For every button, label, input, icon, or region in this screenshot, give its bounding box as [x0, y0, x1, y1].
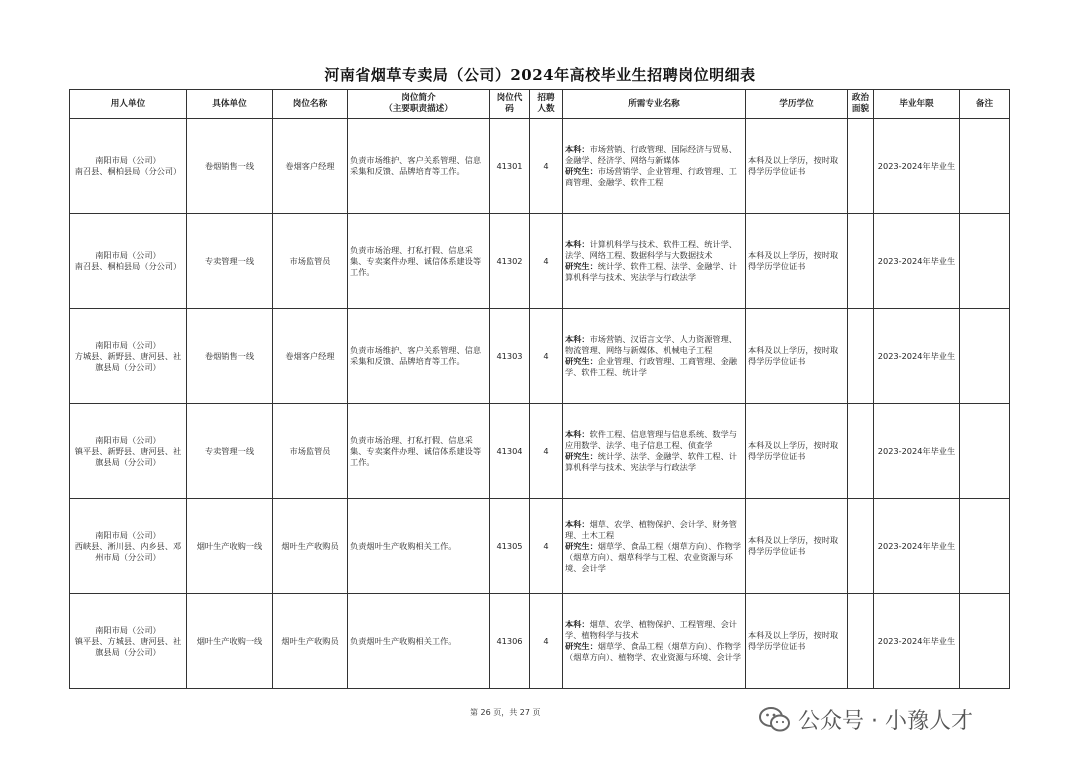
page-number: 第 26 页，共 27 页	[470, 708, 541, 717]
header-major: 所需专业名称	[563, 90, 746, 119]
cell-major: 本科：烟草、农学、植物保护、工程管理、会计学、植物科学与技术 研究生：烟草学、食品工程（烟草方向）、作物学（烟草方向）、植物学、农业资源与环境、会计学	[563, 594, 746, 689]
cell-unit: 南阳市局（公司） 西峡县、淅川县、内乡县、邓州市局（分公司）	[70, 499, 187, 594]
cell-grad: 2023-2024年毕业生	[874, 594, 960, 689]
watermark-text: 公众号 · 小豫人才	[798, 709, 973, 734]
cell-unit: 南阳市局（公司） 方城县、新野县、唐河县、社旗县局（分公司）	[70, 309, 187, 404]
cell-code: 41306	[490, 594, 530, 689]
cell-position: 市场监管员	[273, 404, 348, 499]
table-row	[70, 499, 1010, 594]
cell-dept: 专卖管理一线	[187, 214, 273, 309]
cell-desc: 负责市场治理、打私打假、信息采集、专卖案件办理、诚信体系建设等工作。	[348, 404, 490, 499]
table-row	[70, 119, 1010, 214]
cell-major: 本科：市场营销、行政管理、国际经济与贸易、金融学、经济学、网络与新媒体 研究生：市场营销学、企业管理、行政管理、工商管理、金融学、软件工程	[563, 119, 746, 214]
cell-degree: 本科及以上学历，按时取得学历学位证书	[746, 214, 848, 309]
cell-politics	[848, 309, 874, 404]
cell-note	[960, 499, 1010, 594]
cell-unit: 南阳市局（公司） 南召县、桐柏县局（分公司）	[70, 214, 187, 309]
cell-major: 本科：市场营销、汉语言文学、人力资源管理、物流管理、网络与新媒体、机械电子工程 研究生：企业管理、行政管理、工商管理、金融学、软件工程、统计学	[563, 309, 746, 404]
cell-position: 卷烟客户经理	[273, 309, 348, 404]
cell-desc: 负责烟叶生产收购相关工作。	[348, 499, 490, 594]
table-row	[70, 214, 1010, 309]
header-code: 岗位代 码	[490, 90, 530, 119]
cell-desc: 负责烟叶生产收购相关工作。	[348, 594, 490, 689]
cell-count: 4	[530, 214, 563, 309]
cell-dept: 烟叶生产收购一线	[187, 499, 273, 594]
cell-note	[960, 404, 1010, 499]
cell-dept: 专卖管理一线	[187, 404, 273, 499]
header-note: 备注	[960, 90, 1010, 119]
header-degree: 学历学位	[746, 90, 848, 119]
cell-desc: 负责市场治理、打私打假、信息采集、专卖案件办理、诚信体系建设等工作。	[348, 214, 490, 309]
cell-major: 本科：软件工程、信息管理与信息系统、数学与应用数学、法学、电子信息工程、侦查学 研究生：统计学、法学、金融学、软件工程、计算机科学与技术、宪法学与行政法学	[563, 404, 746, 499]
cell-code: 41304	[490, 404, 530, 499]
cell-code: 41301	[490, 119, 530, 214]
cell-note	[960, 119, 1010, 214]
cell-position: 卷烟客户经理	[273, 119, 348, 214]
cell-politics	[848, 499, 874, 594]
cell-desc: 负责市场维护、客户关系管理、信息采集和反馈、品牌培育等工作。	[348, 119, 490, 214]
cell-politics	[848, 214, 874, 309]
table-row	[70, 594, 1010, 689]
cell-desc: 负责市场维护、客户关系管理、信息采集和反馈、品牌培育等工作。	[348, 309, 490, 404]
cell-code: 41302	[490, 214, 530, 309]
header-count: 招聘 人数	[530, 90, 563, 119]
cell-count: 4	[530, 404, 563, 499]
header-unit: 用人单位	[70, 90, 187, 119]
wechat-icon	[758, 706, 792, 734]
cell-position: 烟叶生产收购员	[273, 594, 348, 689]
cell-major: 本科：烟草、农学、植物保护、会计学、财务管理、土木工程 研究生：烟草学、食品工程（烟草方向）、作物学（烟草方向）、烟草科学与工程、农业资源与环境、会计学	[563, 499, 746, 594]
cell-note	[960, 309, 1010, 404]
cell-degree: 本科及以上学历，按时取得学历学位证书	[746, 499, 848, 594]
cell-count: 4	[530, 499, 563, 594]
cell-count: 4	[530, 309, 563, 404]
table-row	[70, 309, 1010, 404]
cell-code: 41303	[490, 309, 530, 404]
cell-unit: 南阳市局（公司） 镇平县、方城县、唐河县、社旗县局（分公司）	[70, 594, 187, 689]
table-header-row	[70, 90, 1010, 119]
cell-politics	[848, 594, 874, 689]
cell-degree: 本科及以上学历，按时取得学历学位证书	[746, 404, 848, 499]
cell-degree: 本科及以上学历，按时取得学历学位证书	[746, 594, 848, 689]
cell-grad: 2023-2024年毕业生	[874, 499, 960, 594]
cell-politics	[848, 404, 874, 499]
page-title: 河南省烟草专卖局（公司）2024年高校毕业生招聘岗位明细表	[324, 66, 756, 84]
cell-degree: 本科及以上学历，按时取得学历学位证书	[746, 309, 848, 404]
watermark	[758, 704, 973, 735]
cell-position: 烟叶生产收购员	[273, 499, 348, 594]
cell-position: 市场监管员	[273, 214, 348, 309]
cell-major: 本科：计算机科学与技术、软件工程、统计学、法学、网络工程、数据科学与大数据技术 研究生：统计学、软件工程、法学、金融学、计算机科学与技术、宪法学与行政法学	[563, 214, 746, 309]
header-desc: 岗位简介 （主要职责描述）	[348, 90, 490, 119]
header-position: 岗位名称	[273, 90, 348, 119]
cell-note	[960, 214, 1010, 309]
cell-dept: 烟叶生产收购一线	[187, 594, 273, 689]
cell-code: 41305	[490, 499, 530, 594]
cell-note	[960, 594, 1010, 689]
cell-politics	[848, 119, 874, 214]
cell-degree: 本科及以上学历，按时取得学历学位证书	[746, 119, 848, 214]
cell-grad: 2023-2024年毕业生	[874, 309, 960, 404]
cell-dept: 卷烟销售一线	[187, 119, 273, 214]
cell-grad: 2023-2024年毕业生	[874, 119, 960, 214]
table-row	[70, 404, 1010, 499]
cell-count: 4	[530, 119, 563, 214]
cell-grad: 2023-2024年毕业生	[874, 214, 960, 309]
cell-unit: 南阳市局（公司） 南召县、桐柏县局（分公司）	[70, 119, 187, 214]
header-grad: 毕业年限	[874, 90, 960, 119]
cell-grad: 2023-2024年毕业生	[874, 404, 960, 499]
job-table	[69, 89, 1010, 689]
cell-count: 4	[530, 594, 563, 689]
cell-dept: 卷烟销售一线	[187, 309, 273, 404]
cell-unit: 南阳市局（公司） 镇平县、新野县、唐河县、社旗县局（分公司）	[70, 404, 187, 499]
header-politics: 政治 面貌	[848, 90, 874, 119]
header-dept: 具体单位	[187, 90, 273, 119]
